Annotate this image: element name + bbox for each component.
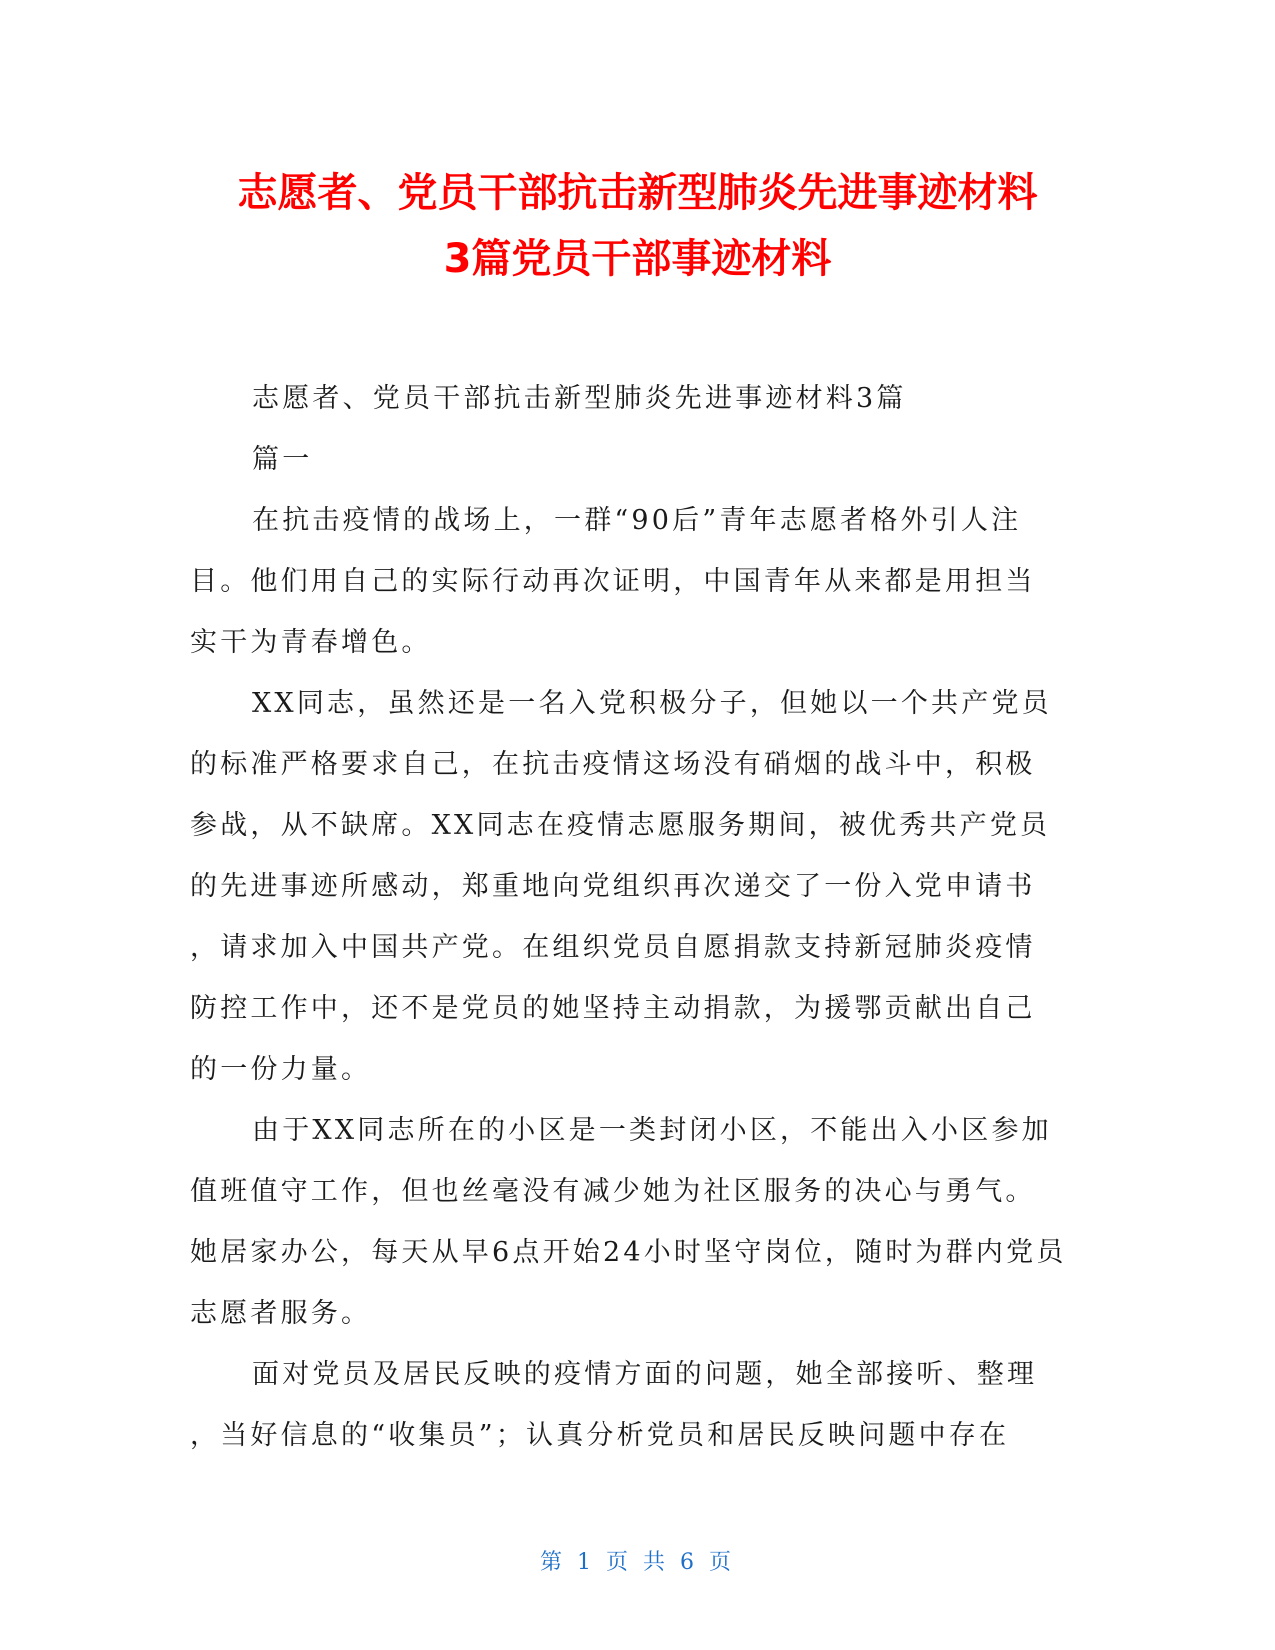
body-line: 在抗击疫情的战场上，一群“90后”青年志愿者格外引人注: [252, 505, 1022, 536]
body-line: ，请求加入中国共产党。在组织党员自愿捐款支持新冠肺炎疫情: [190, 932, 1036, 963]
body-line: 志愿者服务。: [190, 1298, 372, 1329]
body-line: 参战，从不缺席。XX同志在疫情志愿服务期间，被优秀共产党员: [190, 810, 1051, 841]
title-line-1: 志愿者、党员干部抗击新型肺炎先进事迹材料: [237, 170, 1038, 216]
body-line: 志愿者、党员干部抗击新型肺炎先进事迹材料3篇: [252, 383, 907, 414]
title-line-2: 3篇党员干部事迹材料: [443, 236, 832, 282]
page-footer: 第 1 页 共 6 页: [540, 1550, 735, 1575]
body-line: 值班值守工作，但也丝毫没有减少她为社区服务的决心与勇气。: [190, 1176, 1036, 1207]
document-body: [190, 368, 1070, 1466]
body-line: 由于XX同志所在的小区是一类封闭小区，不能出入小区参加: [252, 1115, 1052, 1146]
body-line: 的标准严格要求自己，在抗击疫情这场没有硝烟的战斗中，积极: [190, 749, 1036, 780]
body-line: 她居家办公，每天从早6点开始24小时坚守岗位，随时为群内党员: [190, 1237, 1067, 1268]
body-line: 的一份力量。: [190, 1054, 372, 1085]
document-title: [150, 160, 1125, 292]
body-line: 目。他们用自己的实际行动再次证明，中国青年从来都是用担当: [190, 566, 1036, 597]
body-line: 篇一: [252, 444, 313, 475]
body-line: 防控工作中，还不是党员的她坚持主动捐款，为援鄂贡献出自己: [190, 993, 1036, 1024]
body-line: 面对党员及居民反映的疫情方面的问题，她全部接听、整理: [252, 1359, 1038, 1390]
body-line: 实干为青春增色。: [190, 627, 432, 658]
body-line: ，当好信息的“收集员”；认真分析党员和居民反映问题中存在: [190, 1420, 1010, 1451]
body-line: 的先进事迹所感动，郑重地向党组织再次递交了一份入党申请书: [190, 871, 1036, 902]
body-line: XX同志，虽然还是一名入党积极分子，但她以一个共产党员: [252, 688, 1052, 719]
